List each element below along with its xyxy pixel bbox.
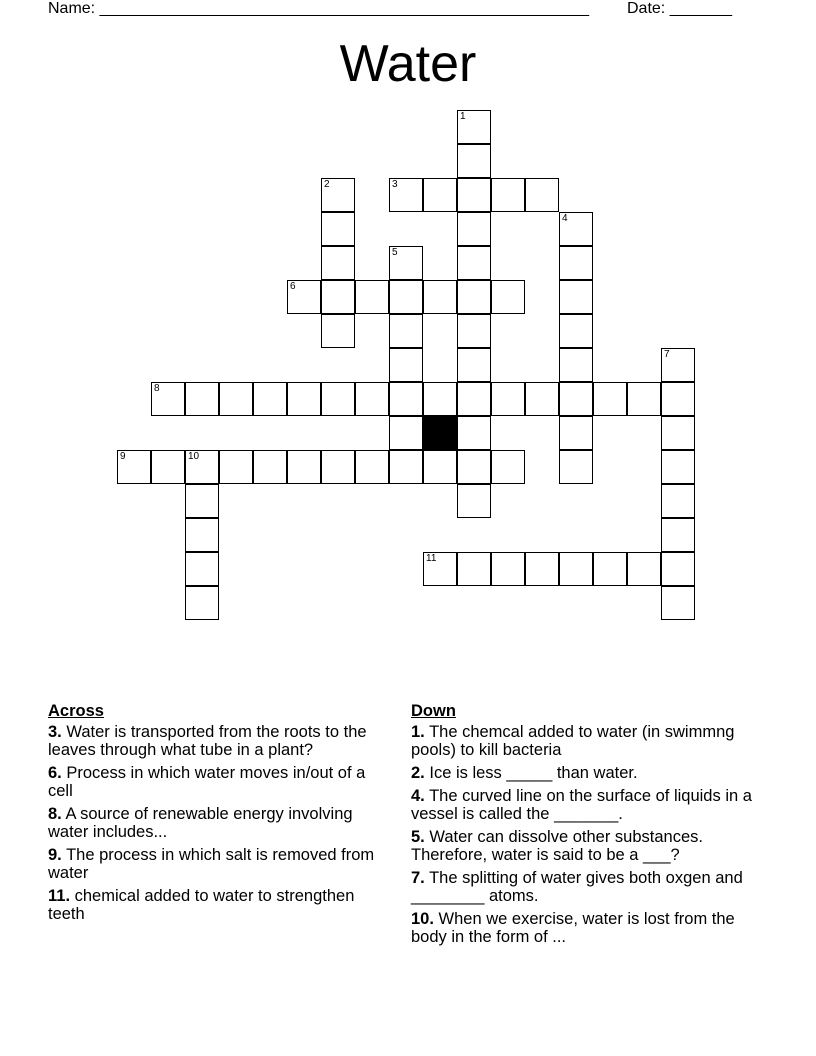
grid-cell[interactable] <box>321 450 355 484</box>
grid-cell[interactable] <box>219 450 253 484</box>
cell-number: 11 <box>426 553 437 564</box>
grid-cell[interactable] <box>185 552 219 586</box>
grid-cell[interactable] <box>389 348 423 382</box>
grid-cell[interactable] <box>661 518 695 552</box>
cell-number: 2 <box>324 179 330 190</box>
clue-number: 5. <box>411 828 425 846</box>
grid-cell[interactable] <box>457 382 491 416</box>
grid-cell[interactable] <box>117 450 151 484</box>
clue-number: 11. <box>48 887 71 905</box>
grid-cell[interactable] <box>661 382 695 416</box>
grid-cell[interactable] <box>219 382 253 416</box>
clue-text: chemical added to water to strengthen teeth <box>48 887 355 923</box>
cell-number: 7 <box>664 349 670 360</box>
clue-text: The chemcal added to water (in swimmng pools) to kill bacteria <box>411 723 735 759</box>
grid-cell[interactable] <box>491 450 525 484</box>
down-heading: Down <box>411 702 456 720</box>
grid-cell[interactable] <box>321 382 355 416</box>
across-heading: Across <box>48 702 104 720</box>
grid-cell[interactable] <box>593 552 627 586</box>
clue-number: 4. <box>411 787 425 805</box>
clue-number: 7. <box>411 869 425 887</box>
grid-cell[interactable] <box>559 246 593 280</box>
grid-cell[interactable] <box>661 416 695 450</box>
grid-cell[interactable] <box>185 450 219 484</box>
blocked-cell <box>423 416 457 450</box>
grid-cell[interactable] <box>457 450 491 484</box>
grid-cell[interactable] <box>559 212 593 246</box>
cell-number: 6 <box>290 281 296 292</box>
clue-down-7 <box>411 869 761 905</box>
grid-cell[interactable] <box>151 382 185 416</box>
grid-cell[interactable] <box>627 382 661 416</box>
clue-down-10 <box>411 910 761 946</box>
grid-cell[interactable] <box>355 280 389 314</box>
grid-cell[interactable] <box>661 450 695 484</box>
across-clues <box>48 702 383 928</box>
grid-cell[interactable] <box>457 144 491 178</box>
clue-text: Water can dissolve other substances. Therefore, water is said to be a ___? <box>411 828 703 864</box>
grid-cell[interactable] <box>423 552 457 586</box>
grid-cell[interactable] <box>253 382 287 416</box>
grid-cell[interactable] <box>593 382 627 416</box>
grid-cell[interactable] <box>661 484 695 518</box>
cell-number: 5 <box>392 247 398 258</box>
grid-cell[interactable] <box>457 280 491 314</box>
clue-across-9 <box>48 846 383 882</box>
clue-number: 6. <box>48 764 62 782</box>
cell-number: 10 <box>188 451 200 462</box>
grid-cell[interactable] <box>559 450 593 484</box>
grid-cell[interactable] <box>661 586 695 620</box>
grid-cell[interactable] <box>457 178 491 212</box>
grid-cell[interactable] <box>389 416 423 450</box>
clue-across-6 <box>48 764 383 800</box>
grid-cell[interactable] <box>661 348 695 382</box>
clue-across-11 <box>48 887 383 923</box>
grid-cell[interactable] <box>423 382 457 416</box>
grid-cell[interactable] <box>355 450 389 484</box>
clue-across-8 <box>48 805 383 841</box>
page-title: Water <box>339 35 477 93</box>
clue-text: Process in which water moves in/out of a cell <box>48 764 366 800</box>
clue-text: Ice is less _____ than water. <box>429 764 638 782</box>
grid-cell[interactable] <box>491 280 525 314</box>
grid-cell[interactable] <box>491 382 525 416</box>
cell-number: 9 <box>120 451 126 462</box>
grid-cell[interactable] <box>491 178 525 212</box>
grid-cell[interactable] <box>457 348 491 382</box>
grid-cell[interactable] <box>559 416 593 450</box>
grid-cell[interactable] <box>321 246 355 280</box>
grid-cell[interactable] <box>321 212 355 246</box>
grid-cell[interactable] <box>287 450 321 484</box>
clue-number: 1. <box>411 723 425 741</box>
grid-cell[interactable] <box>389 246 423 280</box>
grid-cell[interactable] <box>389 382 423 416</box>
grid-cell[interactable] <box>491 552 525 586</box>
grid-cell[interactable] <box>423 178 457 212</box>
grid-cell[interactable] <box>185 484 219 518</box>
grid-cell[interactable] <box>525 552 559 586</box>
cell-number: 4 <box>562 213 568 224</box>
clue-number: 8. <box>48 805 62 823</box>
name-field-line: Name: _______________________________________________________ <box>48 0 589 17</box>
grid-cell[interactable] <box>423 450 457 484</box>
grid-cell[interactable] <box>559 552 593 586</box>
grid-cell[interactable] <box>253 450 287 484</box>
clue-text: When we exercise, water is lost from the body in the form of ... <box>411 910 735 946</box>
grid-cell[interactable] <box>321 314 355 348</box>
clue-text: A source of renewable energy involving water includes... <box>48 805 353 841</box>
grid-cell[interactable] <box>287 280 321 314</box>
grid-cell[interactable] <box>457 484 491 518</box>
grid-cell[interactable] <box>457 246 491 280</box>
grid-cell[interactable] <box>287 382 321 416</box>
clue-number: 9. <box>48 846 62 864</box>
cell-number: 8 <box>154 383 160 394</box>
grid-cell[interactable] <box>661 552 695 586</box>
grid-cell[interactable] <box>457 212 491 246</box>
clue-number: 2. <box>411 764 425 782</box>
grid-cell[interactable] <box>185 586 219 620</box>
grid-cell[interactable] <box>355 382 389 416</box>
clue-down-4 <box>411 787 761 823</box>
grid-cell[interactable] <box>185 518 219 552</box>
grid-cell[interactable] <box>457 314 491 348</box>
clue-text: The curved line on the surface of liquids in a vessel is called the _______. <box>411 787 752 823</box>
grid-cell[interactable] <box>389 450 423 484</box>
down-clues <box>411 702 761 951</box>
clue-text: The process in which salt is removed from water <box>48 846 375 882</box>
grid-cell[interactable] <box>559 280 593 314</box>
grid-cell[interactable] <box>627 552 661 586</box>
grid-cell[interactable] <box>457 552 491 586</box>
grid-cell[interactable] <box>525 382 559 416</box>
clue-number: 10. <box>411 910 434 928</box>
grid-cell[interactable] <box>457 110 491 144</box>
grid-cell[interactable] <box>423 280 457 314</box>
clue-down-2 <box>411 764 761 782</box>
grid-cell[interactable] <box>525 178 559 212</box>
clue-across-3 <box>48 723 383 759</box>
grid-cell[interactable] <box>559 314 593 348</box>
cell-number: 3 <box>392 179 398 190</box>
grid-cell[interactable] <box>559 382 593 416</box>
grid-cell[interactable] <box>389 280 423 314</box>
grid-cell[interactable] <box>321 280 355 314</box>
clue-down-1 <box>411 723 761 759</box>
grid-cell[interactable] <box>151 450 185 484</box>
date-field-line: Date: _______ <box>627 0 732 17</box>
grid-cell[interactable] <box>185 382 219 416</box>
grid-cell[interactable] <box>389 178 423 212</box>
clue-text: Water is transported from the roots to the leaves through what tube in a plant? <box>48 723 367 759</box>
clue-number: 3. <box>48 723 62 741</box>
grid-cell[interactable] <box>457 416 491 450</box>
clue-text: The splitting of water gives both oxgen and ________ atoms. <box>411 869 743 905</box>
clue-down-5 <box>411 828 761 864</box>
grid-cell[interactable] <box>559 348 593 382</box>
cell-number: 1 <box>460 111 466 122</box>
grid-cell[interactable] <box>321 178 355 212</box>
grid-cell[interactable] <box>389 314 423 348</box>
